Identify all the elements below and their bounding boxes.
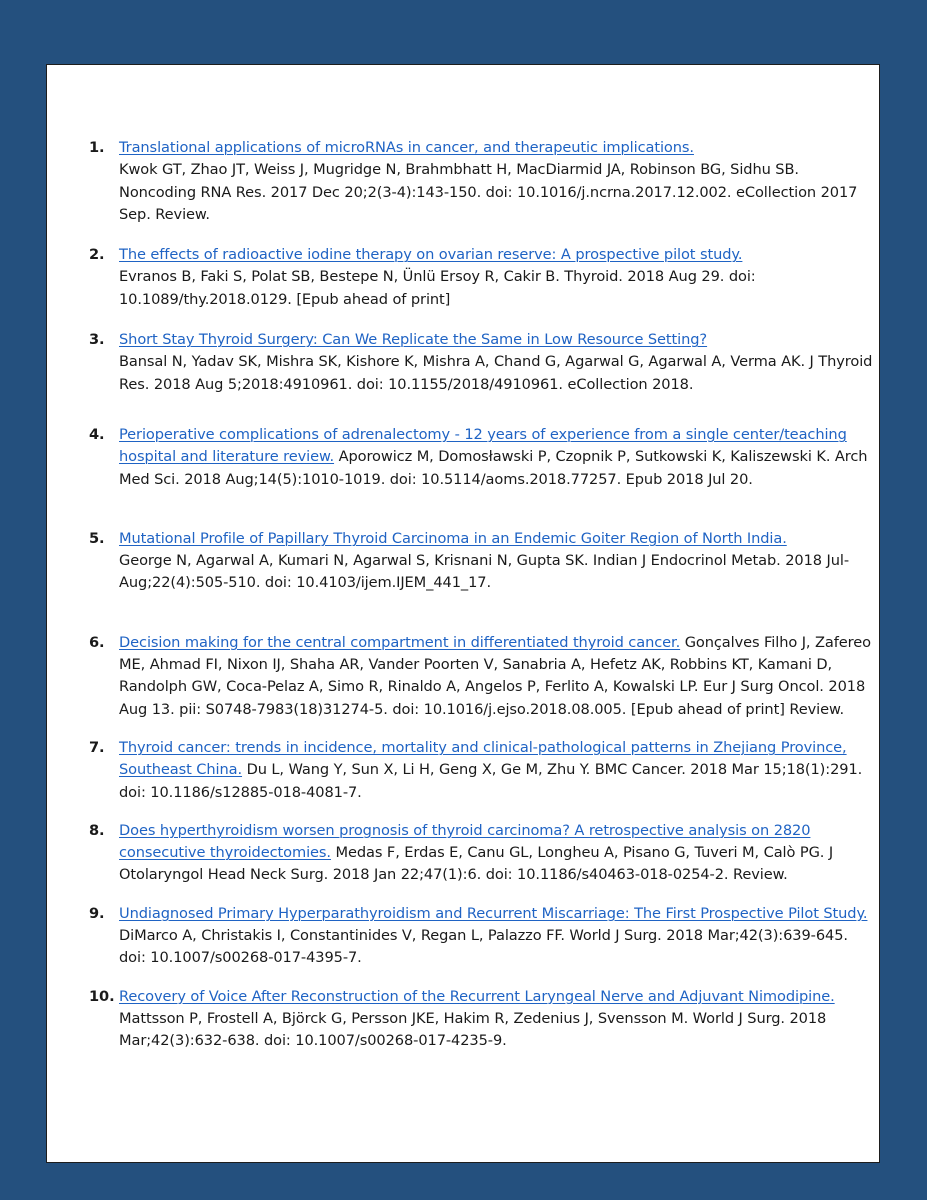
document-page — [46, 64, 880, 1163]
reference-item — [89, 244, 879, 311]
reference-title-link[interactable]: Undiagnosed Primary Hyperparathyroidism and Recurrent Miscarriage: The First Prospective Pilot Study. — [119, 904, 868, 922]
reference-item — [89, 986, 879, 1053]
reference-number: 1. — [89, 139, 105, 156]
reference-number: 3. — [89, 331, 105, 349]
reference-title-link[interactable]: The effects of radioactive iodine therapy on ovarian reserve: A prospective pilot study. — [119, 246, 743, 264]
reference-number: 8. — [89, 821, 105, 839]
reference-title-link[interactable]: Thyroid cancer: trends in incidence, mortality and clinical-pathological patterns in Zhejiang Province, Southeast China. — [119, 738, 847, 779]
reference-citation: Gonçalves Filho J, Zafereo ME, Ahmad FI, Nixon IJ, Shaha AR, Vander Poorten V, Sanabria A, Hefetz AK, Robbins KT, Kamani D, Randolph GW, Coca-Pelaz A, Simo R, Rinaldo A, Angelos P, Ferlito A, Kowalski LP. Eur J Surg Oncol. 2018 Aug 13. pii: S0748-7983(18)31274-5. doi: 10.1016/j.ejso.2018.08.005. [Epub ahead of print] Review. — [119, 633, 871, 718]
reference-number: 2. — [89, 246, 105, 264]
reference-number: 6. — [89, 633, 105, 651]
reference-citation: Kwok GT, Zhao JT, Weiss J, Mugridge N, Brahmbhatt H, MacDiarmid JA, Robinson BG, Sidhu SB. Noncoding RNA Res. 2017 Dec 20;2(3-4):143-150. doi: 10.1016/j.ncrna.2017.12.002. eCollection 2017 Sep. Review. — [119, 161, 858, 223]
reference-item — [89, 424, 879, 491]
reference-title-link[interactable]: Recovery of Voice After Reconstruction of the Recurrent Laryngeal Nerve and Adjuvant Nimodipine. — [119, 987, 835, 1005]
reference-item — [89, 528, 879, 595]
reference-title-link[interactable]: Translational applications of microRNAs in cancer, and therapeutic implications. — [119, 139, 694, 156]
reference-item — [89, 329, 879, 396]
reference-citation: Bansal N, Yadav SK, Mishra SK, Kishore K, Mishra A, Chand G, Agarwal G, Agarwal A, Verma AK. J Thyroid Res. 2018 Aug 5;2018:4910961. doi: 10.1155/2018/4910961. eCollection 2018. — [119, 353, 873, 393]
reference-number: 4. — [89, 425, 105, 443]
reference-number: 7. — [89, 738, 105, 756]
reference-number: 10. — [89, 987, 115, 1005]
reference-item — [89, 820, 879, 887]
reference-item — [89, 632, 879, 721]
reference-citation: Aporowicz M, Domosławski P, Czopnik P, Sutkowski K, Kaliszewski K. Arch Med Sci. 2018 Aug;14(5):1010-1019. doi: 10.5114/aoms.2018.77257. Epub 2018 Jul 20. — [119, 448, 868, 488]
reference-item — [89, 903, 879, 970]
reference-title-link[interactable]: Perioperative complications of adrenalectomy - 12 years of experience from a single center/teaching hospital and literature review. — [119, 425, 847, 466]
reference-list — [89, 137, 879, 1053]
reference-citation: Medas F, Erdas E, Canu GL, Longheu A, Pisano G, Tuveri M, Calò PG. J Otolaryngol Head Neck Surg. 2018 Jan 22;47(1):6. doi: 10.1186/s40463-018-0254-2. Review. — [119, 844, 834, 884]
reference-citation: DiMarco A, Christakis I, Constantinides V, Regan L, Palazzo FF. World J Surg. 2018 Mar;42(3):639-645. doi: 10.1007/s00268-017-4395-7. — [119, 927, 848, 967]
reference-title-link[interactable]: Short Stay Thyroid Surgery: Can We Replicate the Same in Low Resource Setting? — [119, 331, 708, 349]
reference-number: 5. — [89, 529, 105, 547]
reference-citation: Du L, Wang Y, Sun X, Li H, Geng X, Ge M, Zhu Y. BMC Cancer. 2018 Mar 15;18(1):291. doi: 10.1186/s12885-018-4081-7. — [119, 761, 863, 801]
reference-citation: Mattsson P, Frostell A, Björck G, Persson JKE, Hakim R, Zedenius J, Svensson M. World J Surg. 2018 Mar;42(3):632-638. doi: 10.1007/s00268-017-4235-9. — [119, 1009, 827, 1050]
reference-title-link[interactable]: Does hyperthyroidism worsen prognosis of thyroid carcinoma? A retrospective analysis on 2820 consecutive thyroidectomies. — [119, 821, 811, 862]
reference-title-link[interactable]: Decision making for the central compartment in differentiated thyroid cancer. — [119, 633, 681, 651]
reference-item — [89, 137, 879, 226]
reference-number: 9. — [89, 904, 105, 922]
reference-citation: Evranos B, Faki S, Polat SB, Bestepe N, Ünlü Ersoy R, Cakir B. Thyroid. 2018 Aug 29. doi: 10.1089/thy.2018.0129. [Epub ahead of print] — [119, 268, 756, 308]
reference-citation: George N, Agarwal A, Kumari N, Agarwal S, Krisnani N, Gupta SK. Indian J Endocrinol Metab. 2018 Jul-Aug;22(4):505-510. doi: 10.4103/ijem.IJEM_441_17. — [119, 552, 849, 592]
reference-title-link[interactable]: Mutational Profile of Papillary Thyroid Carcinoma in an Endemic Goiter Region of North India. — [119, 529, 787, 547]
reference-item — [89, 737, 879, 804]
